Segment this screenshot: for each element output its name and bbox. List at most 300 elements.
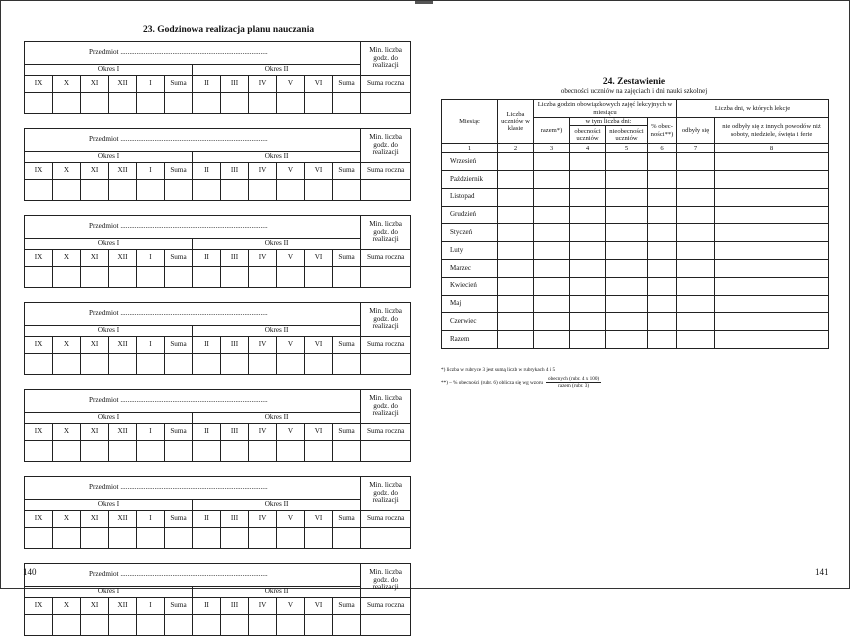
hours-input-cell[interactable] xyxy=(305,180,333,201)
attendance-input-cell[interactable] xyxy=(570,295,606,313)
hours-input-cell[interactable] xyxy=(361,615,411,636)
attendance-input-cell[interactable] xyxy=(648,242,677,260)
hours-input-cell[interactable] xyxy=(137,528,165,549)
month-header: X xyxy=(53,511,81,528)
header-total: razem*) xyxy=(534,118,570,144)
subject-name-field[interactable] xyxy=(25,390,361,413)
footnote-1: *) liczba w rubryce 3 jest sumą liczb w rubrykach 4 i 5 xyxy=(441,367,556,373)
attendance-input-cell[interactable] xyxy=(498,295,534,313)
hours-input-cell[interactable] xyxy=(165,528,193,549)
attendance-input-cell[interactable] xyxy=(715,206,829,224)
min-hours-label: Min. liczba godz. do realizacji xyxy=(361,390,411,424)
attendance-input-cell[interactable] xyxy=(648,153,677,171)
hours-input-cell[interactable] xyxy=(25,354,53,375)
subject-block xyxy=(24,302,411,375)
month-header: V xyxy=(277,598,305,615)
month-header: X xyxy=(53,250,81,267)
subject-label: Przedmiot .................................................................................. xyxy=(89,135,268,144)
hours-input-cell[interactable] xyxy=(53,267,81,288)
hours-input-cell[interactable] xyxy=(277,615,305,636)
hours-input-cell[interactable] xyxy=(109,354,137,375)
month-header: II xyxy=(193,250,221,267)
attendance-input-cell[interactable] xyxy=(715,331,829,349)
hours-input-cell[interactable] xyxy=(165,441,193,462)
attendance-input-cell[interactable] xyxy=(534,295,570,313)
month-header: Suma xyxy=(333,598,361,615)
hours-input-cell[interactable] xyxy=(193,441,221,462)
attendance-input-cell[interactable] xyxy=(534,224,570,242)
hours-input-cell[interactable] xyxy=(25,441,53,462)
subject-label: Przedmiot .................................................................................. xyxy=(89,222,268,231)
hours-input-cell[interactable] xyxy=(221,441,249,462)
hours-input-cell[interactable] xyxy=(53,180,81,201)
month-header: XI xyxy=(81,511,109,528)
hours-input-cell[interactable] xyxy=(333,180,361,201)
hours-input-cell[interactable] xyxy=(361,441,411,462)
month-header: Suma xyxy=(165,250,193,267)
hours-input-cell[interactable] xyxy=(25,267,53,288)
hours-input-cell[interactable] xyxy=(249,93,277,114)
formula-denominator: razem (rubr. 3) xyxy=(558,383,590,389)
attendance-input-cell[interactable] xyxy=(498,153,534,171)
subject-block xyxy=(24,476,411,549)
month-row xyxy=(442,171,829,189)
month-header: Suma xyxy=(165,337,193,354)
month-header: XII xyxy=(109,598,137,615)
header-students: Liczba uczniów w klasie xyxy=(498,100,534,144)
hours-input-cell[interactable] xyxy=(109,615,137,636)
month-name: Razem xyxy=(442,331,498,349)
hours-input-cell[interactable] xyxy=(305,528,333,549)
attendance-input-cell[interactable] xyxy=(606,295,648,313)
footnote-2-prefix: **) – % obecności (rubr. 6) oblicza się wg wzoru xyxy=(441,379,543,386)
month-header: X xyxy=(53,76,81,93)
month-header: VI xyxy=(305,163,333,180)
month-header: IX xyxy=(25,250,53,267)
hours-input-cell[interactable] xyxy=(109,441,137,462)
attendance-input-cell[interactable] xyxy=(677,295,715,313)
attendance-input-cell[interactable] xyxy=(498,313,534,331)
hours-input-cell[interactable] xyxy=(333,615,361,636)
hours-input-cell[interactable] xyxy=(305,441,333,462)
month-header: Suma xyxy=(165,163,193,180)
attendance-input-cell[interactable] xyxy=(534,153,570,171)
attendance-input-cell[interactable] xyxy=(534,313,570,331)
month-header: IX xyxy=(25,424,53,441)
month-row xyxy=(442,242,829,260)
month-header: IX xyxy=(25,76,53,93)
hours-input-cell[interactable] xyxy=(25,528,53,549)
block-spacer xyxy=(24,114,410,128)
attendance-input-cell[interactable] xyxy=(648,260,677,278)
attendance-input-cell[interactable] xyxy=(715,260,829,278)
annual-sum-header: Suma roczna xyxy=(361,163,411,180)
header-month: Miesiąc xyxy=(442,100,498,144)
attendance-input-cell[interactable] xyxy=(570,313,606,331)
hours-input-cell[interactable] xyxy=(249,441,277,462)
month-header: Suma xyxy=(333,337,361,354)
attendance-input-cell[interactable] xyxy=(570,188,606,206)
hours-input-cell[interactable] xyxy=(333,354,361,375)
attendance-input-cell[interactable] xyxy=(677,206,715,224)
attendance-input-cell[interactable] xyxy=(677,313,715,331)
attendance-input-cell[interactable] xyxy=(677,153,715,171)
column-number: 8 xyxy=(715,144,829,153)
attendance-input-cell[interactable] xyxy=(534,260,570,278)
hours-input-cell[interactable] xyxy=(249,354,277,375)
month-row xyxy=(442,188,829,206)
hours-input-cell[interactable] xyxy=(333,267,361,288)
subject-name-field[interactable] xyxy=(25,564,361,587)
hours-input-cell[interactable] xyxy=(193,267,221,288)
attendance-input-cell[interactable] xyxy=(570,224,606,242)
footnotes xyxy=(441,367,827,389)
attendance-input-cell[interactable] xyxy=(498,277,534,295)
summary-title: 24. Zestawienie xyxy=(602,77,666,87)
attendance-input-cell[interactable] xyxy=(606,224,648,242)
hours-input-cell[interactable] xyxy=(137,180,165,201)
hours-input-cell[interactable] xyxy=(53,441,81,462)
month-header: III xyxy=(221,337,249,354)
month-header: XII xyxy=(109,511,137,528)
attendance-input-cell[interactable] xyxy=(570,277,606,295)
period-1-label: Okres I xyxy=(25,326,193,337)
attendance-input-cell[interactable] xyxy=(570,153,606,171)
hours-input-cell[interactable] xyxy=(305,615,333,636)
annual-sum-header: Suma roczna xyxy=(361,250,411,267)
month-header: VI xyxy=(305,598,333,615)
attendance-input-cell[interactable] xyxy=(715,171,829,189)
month-name: Kwiecień xyxy=(442,277,498,295)
subject-block xyxy=(24,215,411,288)
hours-input-cell[interactable] xyxy=(249,180,277,201)
attendance-input-cell[interactable] xyxy=(677,331,715,349)
header-percent: % obec- ności**) xyxy=(648,118,677,144)
month-row xyxy=(442,295,829,313)
attendance-input-cell[interactable] xyxy=(534,206,570,224)
hours-input-cell[interactable] xyxy=(137,93,165,114)
month-name: Wrzesień xyxy=(442,153,498,171)
attendance-input-cell[interactable] xyxy=(715,277,829,295)
month-row xyxy=(442,153,829,171)
month-header: IX xyxy=(25,163,53,180)
attendance-input-cell[interactable] xyxy=(648,313,677,331)
attendance-input-cell[interactable] xyxy=(570,242,606,260)
attendance-input-cell[interactable] xyxy=(648,206,677,224)
attendance-input-cell[interactable] xyxy=(606,331,648,349)
min-hours-label: Min. liczba godz. do realizacji xyxy=(361,564,411,598)
column-number-row xyxy=(442,144,829,153)
column-number: 5 xyxy=(606,144,648,153)
attendance-input-cell[interactable] xyxy=(534,188,570,206)
attendance-input-cell[interactable] xyxy=(648,171,677,189)
hours-input-cell[interactable] xyxy=(277,528,305,549)
attendance-input-cell[interactable] xyxy=(648,331,677,349)
attendance-input-cell[interactable] xyxy=(570,171,606,189)
annual-sum-header: Suma roczna xyxy=(361,76,411,93)
hours-input-cell[interactable] xyxy=(277,441,305,462)
hours-input-cell[interactable] xyxy=(81,93,109,114)
period-1-label: Okres I xyxy=(25,65,193,76)
attendance-input-cell[interactable] xyxy=(534,331,570,349)
header-of-which: w tym liczba dni: xyxy=(570,118,648,126)
subject-label: Przedmiot .................................................................................. xyxy=(89,309,268,318)
subject-block xyxy=(24,389,411,462)
month-row xyxy=(442,313,829,331)
subject-label: Przedmiot .................................................................................. xyxy=(89,48,268,57)
annual-sum-header: Suma roczna xyxy=(361,337,411,354)
hours-input-cell[interactable] xyxy=(361,354,411,375)
month-header: III xyxy=(221,424,249,441)
hours-input-cell[interactable] xyxy=(81,267,109,288)
hours-input-cell[interactable] xyxy=(25,93,53,114)
hours-input-cell[interactable] xyxy=(53,354,81,375)
hours-input-cell[interactable] xyxy=(109,180,137,201)
month-header: X xyxy=(53,163,81,180)
attendance-input-cell[interactable] xyxy=(570,206,606,224)
month-header: Suma xyxy=(165,598,193,615)
hours-input-cell[interactable] xyxy=(81,615,109,636)
hours-input-cell[interactable] xyxy=(165,354,193,375)
attendance-input-cell[interactable] xyxy=(498,260,534,278)
attendance-input-cell[interactable] xyxy=(606,206,648,224)
subject-block xyxy=(24,41,411,114)
right-page-number: 141 xyxy=(815,567,829,577)
hours-input-cell[interactable] xyxy=(109,93,137,114)
hours-input-cell[interactable] xyxy=(249,528,277,549)
hours-input-cell[interactable] xyxy=(81,180,109,201)
attendance-input-cell[interactable] xyxy=(677,260,715,278)
block-spacer xyxy=(24,288,410,302)
hours-input-cell[interactable] xyxy=(361,93,411,114)
month-header: IX xyxy=(25,511,53,528)
formula-numerator: obecnych (rubr. 4 x 100) xyxy=(548,376,600,382)
month-header: Suma xyxy=(333,511,361,528)
period-2-label: Okres II xyxy=(193,413,361,424)
month-header: III xyxy=(221,250,249,267)
month-header: VI xyxy=(305,250,333,267)
hours-input-cell[interactable] xyxy=(193,354,221,375)
hours-input-cell[interactable] xyxy=(221,528,249,549)
month-header: X xyxy=(53,598,81,615)
hours-input-cell[interactable] xyxy=(137,354,165,375)
month-header: I xyxy=(137,163,165,180)
subject-label: Przedmiot .................................................................................. xyxy=(89,570,268,579)
hours-input-cell[interactable] xyxy=(361,528,411,549)
month-header: X xyxy=(53,424,81,441)
month-header: XII xyxy=(109,250,137,267)
min-hours-label: Min. liczba godz. do realizacji xyxy=(361,42,411,76)
subject-tables xyxy=(24,41,410,636)
hours-input-cell[interactable] xyxy=(109,528,137,549)
attendance-input-cell[interactable] xyxy=(498,171,534,189)
attendance-input-cell[interactable] xyxy=(648,295,677,313)
hours-input-cell[interactable] xyxy=(277,354,305,375)
hours-input-cell[interactable] xyxy=(137,441,165,462)
min-hours-label: Min. liczba godz. do realizacji xyxy=(361,129,411,163)
month-header: II xyxy=(193,424,221,441)
hours-input-cell[interactable] xyxy=(25,180,53,201)
period-2-label: Okres II xyxy=(193,587,361,598)
hours-input-cell[interactable] xyxy=(165,180,193,201)
attendance-input-cell[interactable] xyxy=(715,224,829,242)
attendance-input-cell[interactable] xyxy=(498,188,534,206)
subject-name-field[interactable] xyxy=(25,477,361,500)
hours-input-cell[interactable] xyxy=(249,267,277,288)
attendance-input-cell[interactable] xyxy=(715,313,829,331)
attendance-input-cell[interactable] xyxy=(534,277,570,295)
attendance-input-cell[interactable] xyxy=(606,242,648,260)
hours-input-cell[interactable] xyxy=(193,180,221,201)
hours-input-cell[interactable] xyxy=(221,615,249,636)
attendance-input-cell[interactable] xyxy=(648,188,677,206)
hours-input-cell[interactable] xyxy=(305,354,333,375)
hours-input-cell[interactable] xyxy=(165,93,193,114)
month-header: VI xyxy=(305,511,333,528)
attendance-input-cell[interactable] xyxy=(606,313,648,331)
attendance-input-cell[interactable] xyxy=(498,206,534,224)
period-2-label: Okres II xyxy=(193,239,361,250)
header-compulsory-hours: Liczba godzin obowiązkowych zajęć lekcyjnych w miesiącu xyxy=(534,100,677,118)
left-page-title: 23. Godzinowa realizacja planu nauczania xyxy=(143,25,315,35)
hours-input-cell[interactable] xyxy=(277,93,305,114)
subject-name-field[interactable] xyxy=(25,42,361,65)
hours-input-cell[interactable] xyxy=(277,180,305,201)
hours-input-cell[interactable] xyxy=(81,354,109,375)
hours-input-cell[interactable] xyxy=(25,615,53,636)
attendance-input-cell[interactable] xyxy=(715,242,829,260)
attendance-input-cell[interactable] xyxy=(570,260,606,278)
month-row xyxy=(442,331,829,349)
attendance-input-cell[interactable] xyxy=(498,224,534,242)
hours-input-cell[interactable] xyxy=(221,93,249,114)
month-header: XI xyxy=(81,163,109,180)
hours-input-cell[interactable] xyxy=(249,615,277,636)
hours-input-cell[interactable] xyxy=(221,267,249,288)
block-spacer xyxy=(24,375,410,389)
hours-input-cell[interactable] xyxy=(193,93,221,114)
month-header: X xyxy=(53,337,81,354)
attendance-input-cell[interactable] xyxy=(715,188,829,206)
subject-name-field[interactable] xyxy=(25,303,361,326)
subject-name-field[interactable] xyxy=(25,216,361,239)
hours-input-cell[interactable] xyxy=(53,528,81,549)
month-name: Grudzień xyxy=(442,206,498,224)
month-header: III xyxy=(221,598,249,615)
month-header: IV xyxy=(249,598,277,615)
month-header: II xyxy=(193,511,221,528)
attendance-input-cell[interactable] xyxy=(715,295,829,313)
hours-input-cell[interactable] xyxy=(53,93,81,114)
hours-input-cell[interactable] xyxy=(81,528,109,549)
month-header: I xyxy=(137,598,165,615)
attendance-input-cell[interactable] xyxy=(606,171,648,189)
month-name: Maj xyxy=(442,295,498,313)
month-header: IV xyxy=(249,511,277,528)
hours-input-cell[interactable] xyxy=(361,267,411,288)
hours-input-cell[interactable] xyxy=(81,441,109,462)
attendance-input-cell[interactable] xyxy=(648,277,677,295)
attendance-input-cell[interactable] xyxy=(498,331,534,349)
month-header: XII xyxy=(109,76,137,93)
month-header: XI xyxy=(81,424,109,441)
attendance-input-cell[interactable] xyxy=(606,277,648,295)
month-header: VI xyxy=(305,337,333,354)
month-header: IV xyxy=(249,424,277,441)
attendance-input-cell[interactable] xyxy=(606,188,648,206)
month-header: II xyxy=(193,337,221,354)
month-header: V xyxy=(277,163,305,180)
month-name: Luty xyxy=(442,242,498,260)
summary-subtitle: obecności uczniów na zajęciach i dni nauki szkolnej xyxy=(560,87,708,95)
attendance-input-cell[interactable] xyxy=(534,171,570,189)
annual-sum-header: Suma roczna xyxy=(361,511,411,528)
attendance-input-cell[interactable] xyxy=(715,153,829,171)
hours-input-cell[interactable] xyxy=(333,528,361,549)
attendance-table-body xyxy=(442,153,829,349)
hours-input-cell[interactable] xyxy=(137,267,165,288)
attendance-input-cell[interactable] xyxy=(677,188,715,206)
period-2-label: Okres II xyxy=(193,152,361,163)
month-header: II xyxy=(193,76,221,93)
column-number: 6 xyxy=(648,144,677,153)
attendance-input-cell[interactable] xyxy=(677,277,715,295)
hours-input-cell[interactable] xyxy=(277,267,305,288)
hours-input-cell[interactable] xyxy=(305,93,333,114)
hours-input-cell[interactable] xyxy=(137,615,165,636)
hours-input-cell[interactable] xyxy=(333,93,361,114)
period-1-label: Okres I xyxy=(25,587,193,598)
column-number: 7 xyxy=(677,144,715,153)
attendance-input-cell[interactable] xyxy=(570,331,606,349)
hours-input-cell[interactable] xyxy=(165,267,193,288)
attendance-input-cell[interactable] xyxy=(606,153,648,171)
attendance-input-cell[interactable] xyxy=(534,242,570,260)
hours-input-cell[interactable] xyxy=(361,180,411,201)
attendance-input-cell[interactable] xyxy=(677,224,715,242)
hours-input-cell[interactable] xyxy=(165,615,193,636)
header-held: odbyły się xyxy=(677,118,715,144)
hours-input-cell[interactable] xyxy=(193,615,221,636)
subject-name-field[interactable] xyxy=(25,129,361,152)
month-header: Suma xyxy=(333,163,361,180)
month-header: III xyxy=(221,511,249,528)
hours-input-cell[interactable] xyxy=(109,267,137,288)
annual-sum-header: Suma roczna xyxy=(361,598,411,615)
month-header: IV xyxy=(249,76,277,93)
annual-sum-header: Suma roczna xyxy=(361,424,411,441)
attendance-input-cell[interactable] xyxy=(677,171,715,189)
hours-input-cell[interactable] xyxy=(221,180,249,201)
column-number: 2 xyxy=(498,144,534,153)
hours-input-cell[interactable] xyxy=(305,267,333,288)
month-header: Suma xyxy=(333,76,361,93)
subject-block xyxy=(24,563,411,636)
block-spacer xyxy=(24,549,410,563)
block-spacer xyxy=(24,462,410,476)
hours-input-cell[interactable] xyxy=(193,528,221,549)
hours-input-cell[interactable] xyxy=(221,354,249,375)
month-header: I xyxy=(137,76,165,93)
attendance-input-cell[interactable] xyxy=(606,260,648,278)
hours-input-cell[interactable] xyxy=(53,615,81,636)
header-attendance: obecności uczniów xyxy=(570,126,606,144)
month-header: IV xyxy=(249,337,277,354)
attendance-input-cell[interactable] xyxy=(648,224,677,242)
attendance-input-cell[interactable] xyxy=(677,242,715,260)
attendance-input-cell[interactable] xyxy=(498,242,534,260)
hours-input-cell[interactable] xyxy=(333,441,361,462)
